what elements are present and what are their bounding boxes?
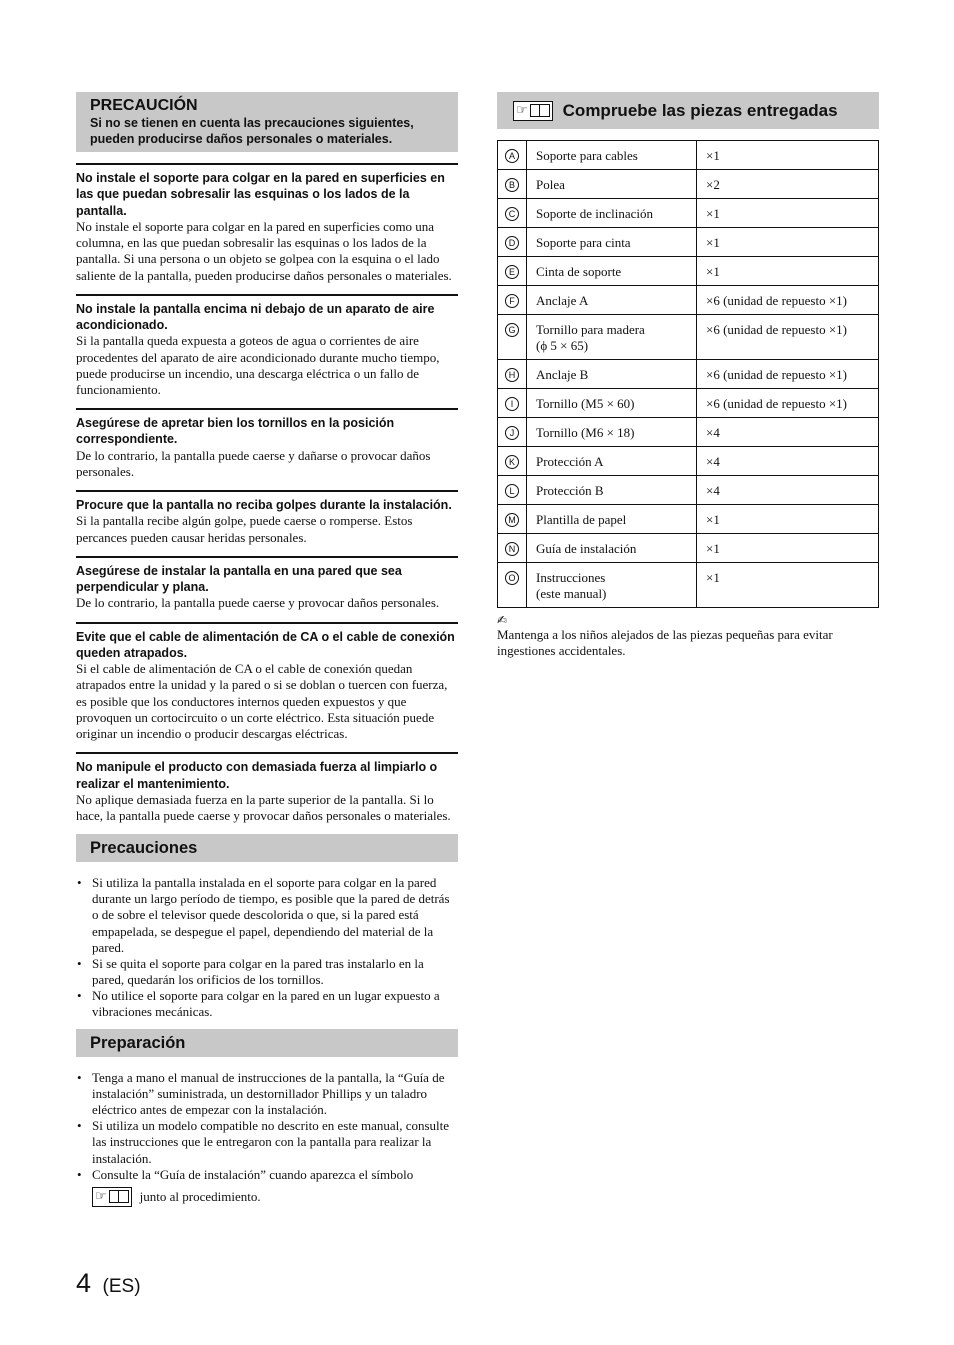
warning-body: No instale el soporte para colgar en la pared en superficies como una columna, en las que puedan sobresalir las esquinas o los lados de la pantalla. Si una persona o un objeto se golpea con la esquina o el lado saliente de la pantalla, pueden producirse daños personales o materiales. — [76, 218, 452, 283]
part-quantity: ×6 (unidad de repuesto ×1) — [697, 286, 879, 315]
part-quantity: ×1 — [697, 257, 879, 286]
part-name-cell — [527, 418, 697, 447]
part-letter: L — [505, 484, 519, 498]
part-name: Soporte de inclinación — [536, 206, 653, 221]
part-letter: A — [505, 149, 519, 163]
part-quantity: ×4 — [697, 476, 879, 505]
part-letter: K — [505, 455, 519, 469]
warning-body: Si la pantalla queda expuesta a goteos de agua o corrientes de aire procedentes del aparato de aire acondicionado durante mucho tiempo, puede producirse un incendio, una descarga eléctrica o un fallo de funcionamiento. — [76, 333, 440, 397]
part-name-cell — [527, 199, 697, 228]
warning-heading: No instale el soporte para colgar en la pared en superficies en las que puedan sobresalir las esquinas o los lados de la pantalla. — [76, 171, 445, 218]
part-name-detail: (ϕ 5 × 65) — [536, 338, 589, 353]
part-quantity: ×6 (unidad de repuesto ×1) — [697, 389, 879, 418]
table-row — [498, 447, 879, 476]
table-row — [498, 505, 879, 534]
part-name: Protección A — [536, 454, 604, 469]
precautions-list — [76, 875, 458, 1020]
table-row — [498, 199, 879, 228]
table-row — [498, 418, 879, 447]
warning-heading: Procure que la pantalla no reciba golpes durante la instalación. — [76, 498, 452, 513]
part-name-cell — [527, 389, 697, 418]
warning-heading: No manipule el producto con demasiada fuerza al limpiarlo o realizar el mantenimiento. — [76, 760, 438, 791]
part-name-cell — [527, 315, 697, 360]
part-name-cell — [527, 476, 697, 505]
part-name: Plantilla de papel — [536, 512, 627, 527]
part-name-cell — [527, 563, 697, 608]
part-letter-cell — [498, 315, 527, 360]
table-row — [498, 476, 879, 505]
part-name-cell — [527, 447, 697, 476]
part-name: Tornillo (M5 × 60) — [536, 396, 635, 411]
warning-heading: No instale la pantalla encima ni debajo de un aparato de aire acondicionado. — [76, 301, 435, 332]
guide-book-icon: ☞ — [92, 1187, 132, 1207]
warning-body: De lo contrario, la pantalla puede caerse y provocar daños personales. — [76, 595, 440, 611]
part-letter: F — [505, 294, 519, 308]
part-letter-cell — [498, 505, 527, 534]
part-name: Tornillo para madera — [536, 322, 645, 337]
table-row — [498, 389, 879, 418]
warning-item — [76, 752, 458, 824]
part-name: Instrucciones — [536, 570, 606, 585]
table-row — [498, 228, 879, 257]
part-name: Cinta de soporte — [536, 264, 622, 279]
table-row — [498, 286, 879, 315]
part-letter: E — [505, 265, 519, 279]
part-letter: N — [505, 542, 519, 556]
left-column — [76, 92, 458, 1207]
part-letter-cell — [498, 418, 527, 447]
warning-item — [76, 294, 458, 398]
part-name: Polea — [536, 177, 565, 192]
warning-item — [76, 622, 458, 743]
part-quantity: ×1 — [697, 199, 879, 228]
part-quantity: ×1 — [697, 228, 879, 257]
page-number-value: 4 — [76, 1268, 92, 1298]
part-name-cell — [527, 228, 697, 257]
part-name: Tornillo (M6 × 18) — [536, 425, 635, 440]
warning-body: De lo contrario, la pantalla puede caerse y dañarse o provocar daños personales. — [76, 447, 431, 479]
part-quantity: ×1 — [697, 141, 879, 170]
part-letter-cell — [498, 286, 527, 315]
part-name-cell — [527, 360, 697, 389]
warning-item — [76, 408, 458, 480]
part-quantity: ×4 — [697, 418, 879, 447]
table-row — [498, 141, 879, 170]
preparation-heading: Preparación — [76, 1029, 458, 1057]
part-letter: I — [505, 397, 519, 411]
part-name: Anclaje B — [536, 367, 589, 382]
parts-heading-bar — [497, 92, 879, 129]
warning-heading: Asegúrese de apretar bien los tornillos en la posición correspondiente. — [76, 416, 395, 447]
note-pencil-icon: ✍ — [497, 613, 508, 627]
part-letter: H — [505, 368, 519, 382]
list-item: • Si utiliza un modelo compatible no descrito en este manual, consulte las instrucciones que le entregaron con la pantalla para realizar la instalación. — [76, 1118, 458, 1166]
warnings-list — [76, 163, 458, 824]
guide-book-icon: ☞ — [513, 101, 553, 121]
warning-body: No aplique demasiada fuerza en la parte superior de la pantalla. Si lo hace, la pantalla puede caerse y provocar daños personales o materiales. — [76, 791, 451, 824]
part-name-cell — [527, 505, 697, 534]
right-column — [497, 92, 879, 659]
part-quantity: ×2 — [697, 170, 879, 199]
part-letter-cell — [498, 257, 527, 286]
warning-item — [76, 490, 458, 546]
part-quantity: ×6 (unidad de repuesto ×1) — [697, 360, 879, 389]
list-item — [76, 1167, 458, 1207]
list-item: • Si se quita el soporte para colgar en la pared tras instalarlo en la pared, quedarán los orificios de los tornillos. — [76, 956, 458, 988]
part-letter: C — [505, 207, 519, 221]
warning-body: Si la pantalla recibe algún golpe, puede caerse o romperse. Estos percances pueden causar heridas personales. — [76, 513, 413, 545]
part-letter-cell — [498, 170, 527, 199]
part-quantity: ×1 — [697, 563, 879, 608]
parts-table — [497, 140, 879, 608]
part-quantity: ×4 — [697, 447, 879, 476]
page-language: (ES) — [102, 1276, 141, 1297]
table-row — [498, 360, 879, 389]
list-item-tail: junto al procedimiento. — [139, 1188, 261, 1204]
part-name-cell — [527, 534, 697, 563]
part-name: Soporte para cables — [536, 148, 638, 163]
part-name-cell — [527, 257, 697, 286]
part-name-cell — [527, 141, 697, 170]
parts-title: Compruebe las piezas entregadas — [562, 100, 838, 120]
warning-heading: Evite que el cable de alimentación de CA o el cable de conexión queden atrapados. — [76, 629, 455, 660]
part-name-cell — [527, 286, 697, 315]
table-row — [498, 563, 879, 608]
list-item-text: Consulte la “Guía de instalación” cuando aparezca el símbolo — [92, 1166, 414, 1182]
list-item: • Tenga a mano el manual de instrucciones de la pantalla, la “Guía de instalación” suministrada, un destornillador Phillips y un taladro eléctrico antes de empezar con la instalación. — [76, 1070, 458, 1118]
part-letter-cell — [498, 360, 527, 389]
part-letter: O — [505, 571, 519, 585]
caution-box — [76, 92, 458, 152]
part-quantity: ×6 (unidad de repuesto ×1) — [697, 315, 879, 360]
part-letter-cell — [498, 563, 527, 608]
list-item: • No utilice el soporte para colgar en la pared en un lugar expuesto a vibraciones mecánicas. — [76, 988, 458, 1020]
table-row — [498, 257, 879, 286]
part-name: Soporte para cinta — [536, 235, 631, 250]
part-letter: M — [505, 513, 519, 527]
part-letter-cell — [498, 447, 527, 476]
warning-item — [76, 556, 458, 612]
table-row — [498, 315, 879, 360]
part-name: Protección B — [536, 483, 604, 498]
part-name: Guía de instalación — [536, 541, 637, 556]
part-letter: B — [505, 178, 519, 192]
page-number — [76, 1268, 141, 1299]
table-row — [498, 170, 879, 199]
caution-title: PRECAUCIÓN — [90, 97, 198, 114]
part-letter: D — [505, 236, 519, 250]
part-letter: G — [505, 323, 519, 337]
warning-body: Si el cable de alimentación de CA o el cable de conexión quedan atrapados entre la unidad y la pared o si se doblan o tuercen con fuerza, es posible que los conductores internos queden expuestos y que provoquen un cortocircuito o un corte eléctrico. Esta situación puede originar un incendio o producir descargas eléctricas. — [76, 661, 448, 742]
parts-table-body — [498, 141, 879, 608]
table-row — [498, 534, 879, 563]
part-quantity: ×1 — [697, 534, 879, 563]
part-letter-cell — [498, 389, 527, 418]
part-quantity: ×1 — [697, 505, 879, 534]
part-name-detail: (este manual) — [536, 586, 607, 601]
part-letter-cell — [498, 476, 527, 505]
part-letter-cell — [498, 199, 527, 228]
part-name-cell — [527, 170, 697, 199]
part-letter-cell — [498, 228, 527, 257]
warning-item — [76, 163, 458, 284]
caution-subtitle: Si no se tienen en cuenta las precauciones siguientes, pueden producirse daños personales o materiales. — [90, 116, 414, 146]
preparation-list — [76, 1070, 458, 1207]
warning-heading: Asegúrese de instalar la pantalla en una pared que sea perpendicular y plana. — [76, 563, 402, 595]
part-letter-cell — [498, 141, 527, 170]
list-item: • Si utiliza la pantalla instalada en el soporte para colgar en la pared durante un largo período de tiempo, es posible que la pared de detrás o de sobre el televisor quede descolorida o que, si la pared está empapelada, se despegue el papel, dependiendo del material de la pared. — [76, 875, 458, 955]
part-letter-cell — [498, 534, 527, 563]
part-letter: J — [505, 426, 519, 440]
part-name: Anclaje A — [536, 293, 589, 308]
precautions-heading: Precauciones — [76, 834, 458, 862]
parts-note: Mantenga a los niños alejados de las piezas pequeñas para evitar ingestiones accidentales. — [497, 627, 833, 658]
